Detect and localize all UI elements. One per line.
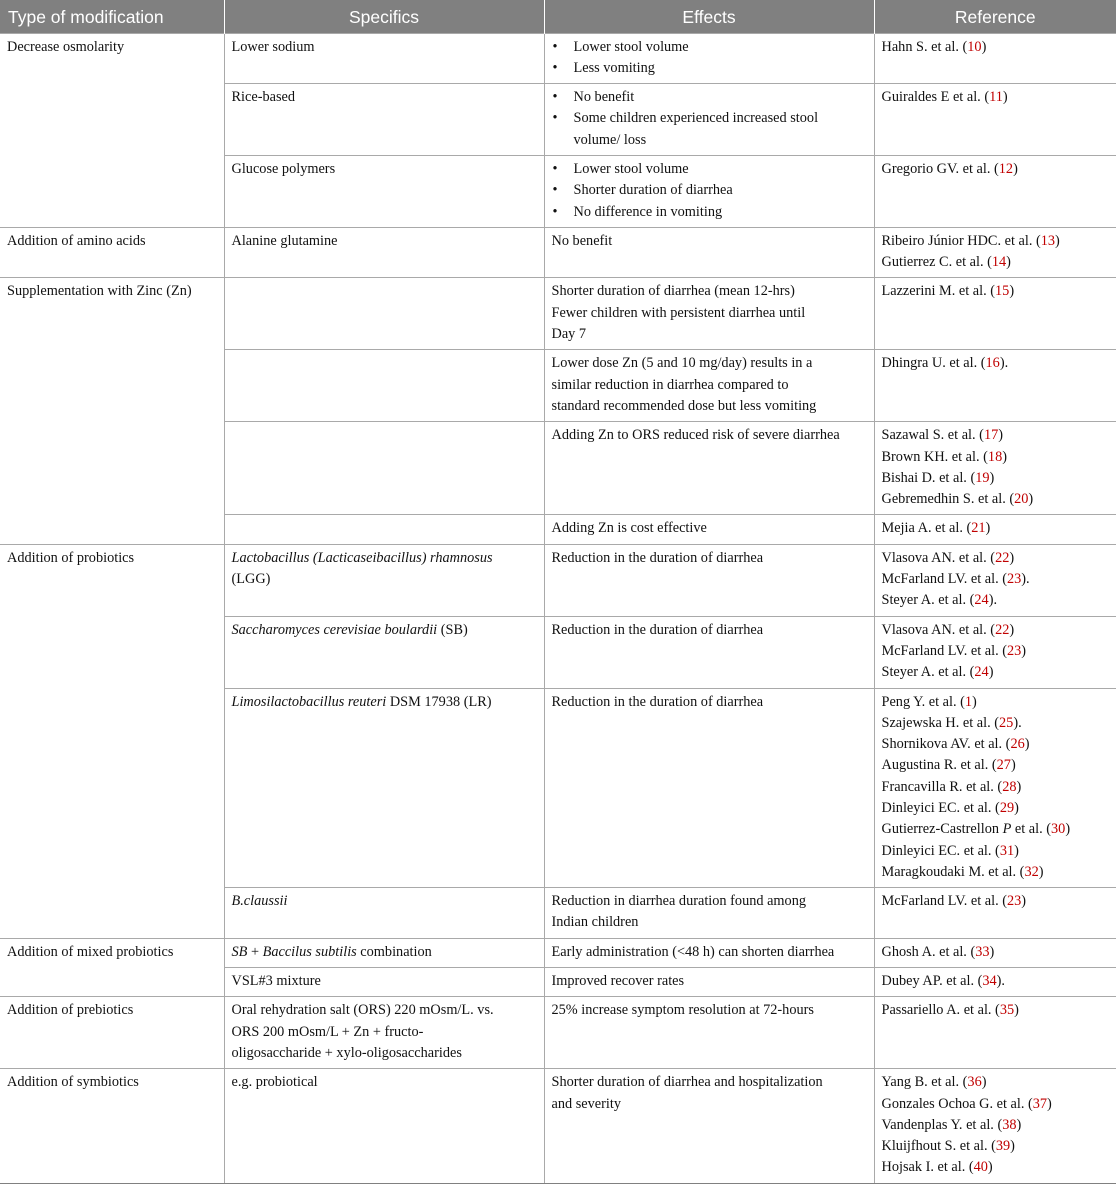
reference-link[interactable]: 10 [967, 38, 982, 55]
reference-link[interactable]: 24 [974, 664, 989, 681]
reference-item: Steyer A. et al. (24) [881, 664, 994, 681]
reference-cell [874, 997, 1116, 1069]
reference-item: Vlasova AN. et al. (22) [881, 621, 1015, 638]
reference-link[interactable]: 1 [964, 693, 973, 710]
reference-item: Gonzales Ochoa G. et al. (37) [881, 1095, 1052, 1112]
reference-item: Shornikova AV. et al. (26) [881, 736, 1030, 753]
effect-item: • Lower stool volume [552, 159, 867, 180]
reference-link[interactable]: 35 [999, 1002, 1015, 1019]
reference-item: Francavilla R. et al. (28) [881, 778, 1022, 795]
reference-link[interactable]: 37 [1032, 1095, 1048, 1112]
specifics-cell: Alanine glutamine [224, 227, 544, 278]
effects-cell: Adding Zn to ORS reduced risk of severe diarrhea [544, 422, 874, 515]
reference-cell [874, 1069, 1116, 1183]
effects-cell: Shorter duration of diarrhea and hospitalization and severity [544, 1069, 874, 1183]
specifics-cell: Glucose polymers [224, 155, 544, 227]
effects-cell: Early administration (<48 h) can shorten diarrhea [544, 938, 874, 967]
reference-link[interactable]: 38 [1002, 1116, 1017, 1133]
specifics-cell: B.claussii [224, 888, 544, 939]
reference-item: Szajewska H. et al. (25). [881, 714, 1022, 731]
table-row [0, 33, 1116, 84]
reference-item: Maragkoudaki M. et al. (32) [881, 863, 1044, 880]
effects-cell: No benefit [544, 227, 874, 278]
reference-link[interactable]: 36 [967, 1074, 982, 1091]
effect-item: • Lower stool volume [552, 37, 867, 58]
table-header-row [0, 0, 1116, 33]
table-row [0, 938, 1116, 967]
table-row [0, 997, 1116, 1069]
effects-cell: Reduction in the duration of diarrhea [544, 544, 874, 616]
specifics-cell: Oral rehydration salt (ORS) 220 mOsm/L. vs. ORS 200 mOsm/L + Zn + fructo- oligosaccharide + xylo-oligosaccharides [224, 997, 544, 1069]
table-row [0, 227, 1116, 278]
reference-item: Guiraldes E et al. (11) [881, 89, 1008, 106]
reference-item: McFarland LV. et al. (23) [881, 893, 1027, 910]
reference-item: Bishai D. et al. (19) [881, 469, 995, 486]
reference-item: Augustina R. et al. (27) [881, 757, 1016, 774]
reference-link[interactable]: 22 [995, 549, 1010, 566]
reference-link[interactable]: 19 [975, 469, 990, 486]
reference-item: Dhingra U. et al. (16). [881, 355, 1009, 372]
specifics-cell: Lactobacillus (Lacticaseibacillus) rhamnosus (LGG) [224, 544, 544, 616]
reference-item: Yang B. et al. (36) [881, 1074, 987, 1091]
reference-item: Ghosh A. et al. (33) [881, 943, 995, 960]
effects-cell: Adding Zn is cost effective [544, 515, 874, 544]
reference-item: Dinleyici EC. et al. (29) [881, 800, 1019, 816]
reference-cell [874, 278, 1116, 350]
reference-link[interactable]: 29 [999, 800, 1015, 816]
reference-item: Sazawal S. et al. (17) [881, 427, 1003, 444]
specifics-cell [224, 278, 544, 350]
reference-item: Ribeiro Júnior HDC. et al. (13) [881, 232, 1060, 249]
reference-cell [874, 350, 1116, 422]
reference-link[interactable]: 34 [982, 973, 997, 990]
header-reference: Reference [874, 0, 1116, 33]
reference-item: Steyer A. et al. (24). [881, 592, 998, 609]
reference-link[interactable]: 30 [1051, 821, 1066, 838]
specifics-cell: Saccharomyces cerevisiae boulardii (SB) [224, 616, 544, 688]
reference-link[interactable]: 20 [1014, 491, 1029, 508]
reference-item: Vlasova AN. et al. (22) [881, 549, 1015, 566]
effects-cell: Shorter duration of diarrhea (mean 12-hrs) Fewer children with persistent diarrhea until Day 7 [544, 278, 874, 350]
reference-item: Kluijfhout S. et al. (39) [881, 1138, 1015, 1155]
specifics-cell [224, 350, 544, 422]
effect-item: • Shorter duration of diarrhea [552, 180, 867, 201]
type-cell: Addition of amino acids [0, 227, 224, 278]
effect-item: • No benefit [552, 87, 867, 108]
specifics-cell: Limosilactobacillus reuteri DSM 17938 (LR) [224, 688, 544, 888]
table-row [0, 278, 1116, 350]
header-specifics: Specifics [224, 0, 544, 33]
reference-link[interactable]: 27 [996, 757, 1011, 774]
effect-item: • No difference in vomiting [552, 202, 867, 223]
reference-item: McFarland LV. et al. (23) [881, 642, 1027, 659]
reference-cell [874, 544, 1116, 616]
reference-cell [874, 888, 1116, 939]
reference-link[interactable]: 31 [999, 842, 1015, 859]
type-cell: Decrease osmolarity [0, 33, 224, 227]
reference-link[interactable]: 22 [995, 621, 1010, 638]
reference-item: Gutierrez-Castrellon P et al. (30) [881, 821, 1071, 838]
specifics-cell [224, 422, 544, 515]
reference-item: Dinleyici EC. et al. (31) [881, 842, 1019, 859]
specifics-cell: VSL#3 mixture [224, 968, 544, 997]
specifics-cell: SB + Baccilus subtilis combination [224, 938, 544, 967]
effect-item: • Some children experienced increased stool volume/ loss [552, 108, 867, 151]
reference-link[interactable]: 33 [975, 943, 990, 960]
reference-link[interactable]: 26 [1010, 736, 1025, 753]
effect-item: • Less vomiting [552, 58, 867, 79]
table-row [0, 1069, 1116, 1183]
reference-cell [874, 968, 1116, 997]
reference-item: Hojsak I. et al. (40) [881, 1159, 993, 1176]
reference-link[interactable]: 23 [1006, 893, 1022, 910]
specifics-cell: e.g. probiotical [224, 1069, 544, 1183]
reference-cell [874, 155, 1116, 227]
type-cell: Supplementation with Zinc (Zn) [0, 278, 224, 544]
type-cell: Addition of symbiotics [0, 1069, 224, 1183]
specifics-cell: Lower sodium [224, 33, 544, 84]
reference-item: Vandenplas Y. et al. (38) [881, 1116, 1022, 1133]
reference-link[interactable]: 23 [1006, 571, 1022, 588]
reference-link[interactable]: 25 [999, 714, 1014, 731]
specifics-cell: Rice-based [224, 84, 544, 156]
reference-cell [874, 515, 1116, 544]
header-effects: Effects [544, 0, 874, 33]
effects-cell: Lower dose Zn (5 and 10 mg/day) results in a similar reduction in diarrhea compared to standard recommended dose but less vomiting [544, 350, 874, 422]
table-row [0, 544, 1116, 616]
reference-link[interactable]: 23 [1006, 642, 1022, 659]
reference-cell [874, 33, 1116, 84]
reference-link[interactable]: 18 [987, 448, 1003, 465]
reference-link[interactable]: 21 [971, 520, 986, 537]
reference-link[interactable]: 16 [985, 355, 1000, 372]
reference-cell [874, 938, 1116, 967]
reference-link[interactable]: 24 [974, 592, 989, 609]
reference-link[interactable]: 13 [1040, 232, 1056, 249]
reference-item: Brown KH. et al. (18) [881, 448, 1007, 465]
reference-link[interactable]: 12 [998, 160, 1014, 177]
reference-item: Peng Y. et al. (1) [881, 693, 977, 710]
reference-cell [874, 422, 1116, 515]
reference-cell [874, 616, 1116, 688]
reference-link[interactable]: 15 [995, 283, 1010, 300]
type-cell: Addition of mixed probiotics [0, 938, 224, 997]
reference-item: Gutierrez C. et al. (14) [881, 254, 1011, 271]
effects-cell: Reduction in the duration of diarrhea [544, 688, 874, 888]
reference-link[interactable]: 11 [989, 89, 1003, 106]
reference-link[interactable]: 32 [1024, 863, 1039, 880]
type-cell: Addition of probiotics [0, 544, 224, 938]
type-cell: Addition of prebiotics [0, 997, 224, 1069]
reference-cell [874, 688, 1116, 888]
reference-item: Hahn S. et al. (10) [881, 38, 987, 55]
reference-link[interactable]: 17 [983, 427, 999, 444]
reference-item: Passariello A. et al. (35) [881, 1002, 1019, 1019]
effects-cell: Improved recover rates [544, 968, 874, 997]
header-type: Type of modification [0, 0, 224, 33]
reference-item: McFarland LV. et al. (23). [881, 571, 1030, 588]
reference-link[interactable]: 40 [973, 1159, 988, 1176]
effects-cell [544, 84, 874, 156]
reference-link[interactable]: 14 [991, 254, 1007, 271]
reference-cell [874, 84, 1116, 156]
effects-cell [544, 155, 874, 227]
reference-item: Dubey AP. et al. (34). [881, 973, 1006, 990]
reference-link[interactable]: 28 [1002, 778, 1017, 795]
reference-item: Gebremedhin S. et al. (20) [881, 491, 1034, 508]
effects-cell: Reduction in the duration of diarrhea [544, 616, 874, 688]
reference-item: Mejia A. et al. (21) [881, 520, 991, 537]
specifics-cell [224, 515, 544, 544]
reference-item: Lazzerini M. et al. (15) [881, 283, 1015, 300]
effects-cell: 25% increase symptom resolution at 72-hours [544, 997, 874, 1069]
effects-cell [544, 33, 874, 84]
effects-cell: Reduction in diarrhea duration found among Indian children [544, 888, 874, 939]
reference-link[interactable]: 39 [995, 1138, 1011, 1155]
reference-item: Gregorio GV. et al. (12) [881, 160, 1018, 177]
reference-cell [874, 227, 1116, 278]
